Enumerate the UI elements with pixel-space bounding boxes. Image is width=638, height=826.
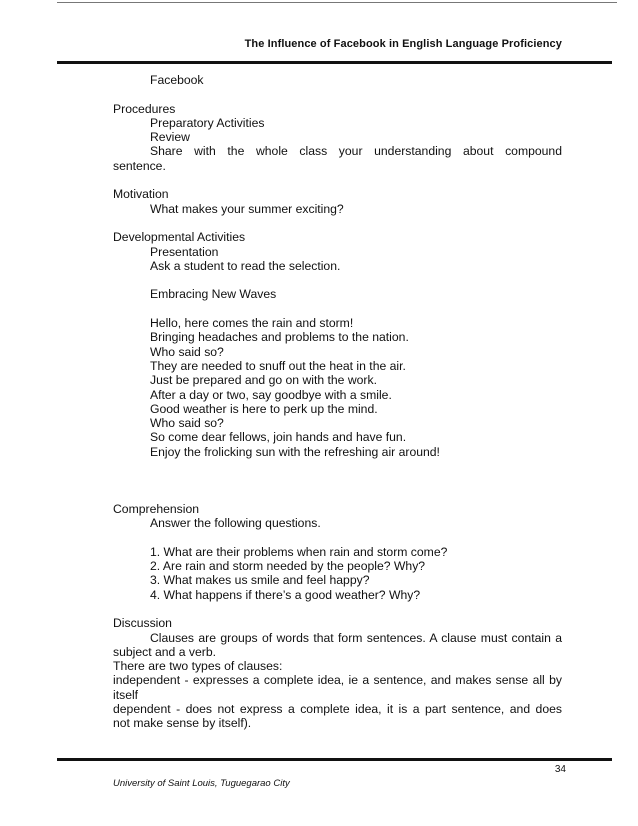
page-number: 34 xyxy=(554,764,566,775)
header-rule xyxy=(57,61,612,64)
poem-line: Just be prepared and go on with the work. xyxy=(150,373,377,388)
text-line: There are two types of clauses: xyxy=(113,659,283,674)
poem-line: Hello, here comes the rain and storm! xyxy=(150,316,354,331)
poem-line: Bringing headaches and problems to the nation. xyxy=(150,330,409,345)
section-heading: Comprehension xyxy=(113,501,200,516)
question-item: 4. What happens if there’s a good weather? Why? xyxy=(150,587,421,602)
text-line: not make sense by itself). xyxy=(113,716,252,731)
poem-line: Enjoy the frolicking sun with the refreshing air around! xyxy=(150,444,440,459)
poem-line: Good weather is here to perk up the mind. xyxy=(150,401,378,416)
text-line: Preparatory Activities xyxy=(150,115,265,130)
footer-rule xyxy=(57,758,612,761)
text-line: Answer the following questions. xyxy=(150,516,321,531)
text-line: subject and a verb. xyxy=(113,644,216,659)
section-heading: Developmental Activities xyxy=(113,230,246,245)
text-line: Ask a student to read the selection. xyxy=(150,258,341,273)
poem-line: They are needed to snuff out the heat in the air. xyxy=(150,358,406,373)
text-line: What makes your summer exciting? xyxy=(150,201,344,216)
text-line: sentence. xyxy=(113,158,166,173)
text-line: Review xyxy=(150,130,190,145)
poem-line: Who said so? xyxy=(150,344,224,359)
poem-line: Who said so? xyxy=(150,416,224,431)
poem-title: Embracing New Waves xyxy=(150,287,277,302)
running-header: The Influence of Facebook in English Language Proficiency xyxy=(244,38,562,50)
section-heading: Discussion xyxy=(113,616,172,631)
question-item: 3. What makes us smile and feel happy? xyxy=(150,573,370,588)
text-line: Facebook xyxy=(150,73,204,87)
question-item: 2. Are rain and storm needed by the people? Why? xyxy=(150,559,426,574)
section-heading: Procedures xyxy=(113,101,176,116)
poem-line: After a day or two, say goodbye with a smile. xyxy=(150,387,392,402)
text-line: Presentation xyxy=(150,244,219,259)
section-heading: Motivation xyxy=(113,187,169,202)
page-body xyxy=(113,73,562,731)
text-line: Share with the whole class your understanding about compound xyxy=(150,144,562,159)
text-line: itself xyxy=(113,687,139,702)
top-border-line xyxy=(57,2,617,3)
text-line: independent - expresses a complete idea, ie a sentence, and makes sense all by xyxy=(113,673,562,688)
text-line: Clauses are groups of words that form sentences. A clause must contain a xyxy=(150,630,562,645)
question-item: 1. What are their problems when rain and storm come? xyxy=(150,544,448,559)
text-line: dependent - does not express a complete idea, it is a part sentence, and does xyxy=(113,702,562,717)
footer-institution: University of Saint Louis, Tuguegarao City xyxy=(113,778,290,789)
poem-line: So come dear fellows, join hands and have fun. xyxy=(150,430,407,445)
